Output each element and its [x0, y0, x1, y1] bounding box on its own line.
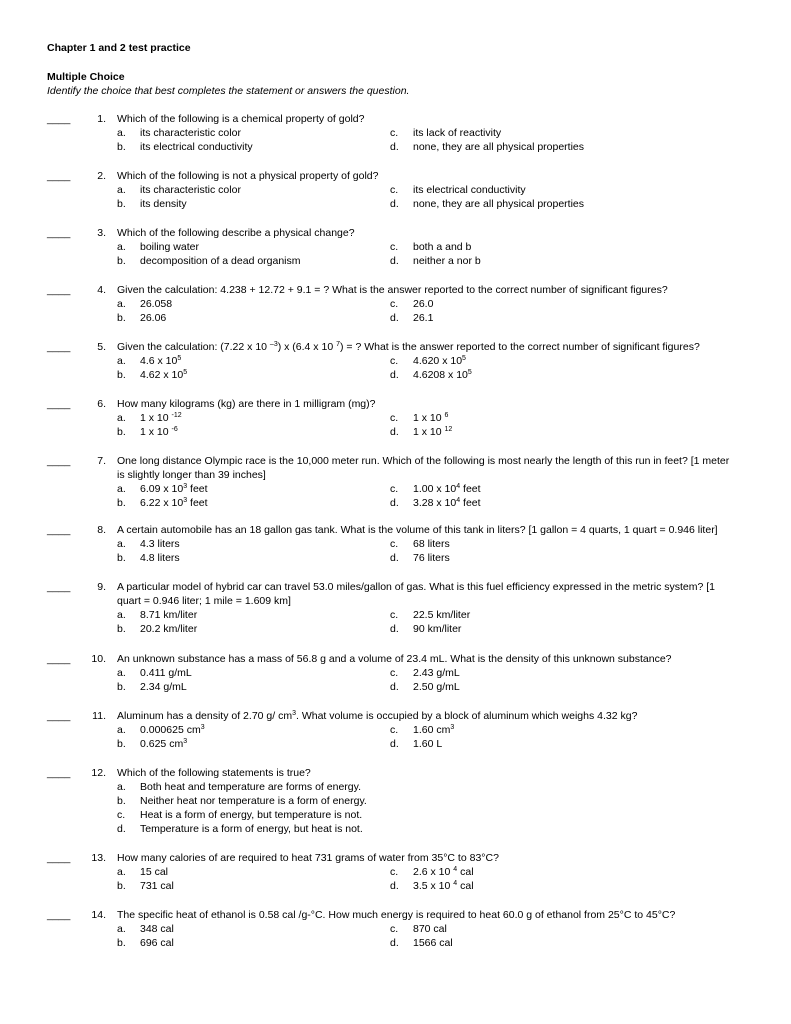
option-letter: d. [390, 880, 399, 892]
section-heading: Multiple Choice [47, 71, 125, 83]
option-text: 0.625 $cm^3$ [140, 738, 188, 750]
option-text: 8.71 km/liter [140, 609, 198, 621]
page-title: Chapter 1 and 2 test practice [47, 42, 191, 54]
option-text: 15 cal [140, 866, 169, 878]
option-letter: d. [117, 823, 126, 835]
option-text: neither a nor b [413, 255, 481, 267]
option-letter: d. [390, 369, 399, 381]
option-letter: b. [117, 681, 126, 693]
answer-blank[interactable]: ____ [47, 341, 71, 353]
option-text: boiling water [140, 241, 199, 253]
option-text: 1 x 10 $^{-6}$ [140, 426, 178, 438]
option-letter: d. [390, 681, 399, 693]
option-text: 6.09 x $10^3$ feet [140, 483, 208, 495]
answer-blank[interactable]: ____ [47, 653, 71, 665]
option-letter: d. [390, 312, 399, 324]
question-stem: Given the calculation: 4.238 + 12.72 + 9.1 = ? What is the answer reported to the correct number of significant figures? [117, 284, 668, 296]
option-letter: d. [390, 937, 399, 949]
answer-blank[interactable]: ____ [47, 852, 71, 864]
option-text: 68 liters [413, 538, 450, 550]
option-letter: c. [390, 241, 399, 253]
answer-blank[interactable]: ____ [47, 113, 71, 125]
question-stem: An unknown substance has a mass of 56.8 g and a volume of 23.4 mL. What is the density of this unknown substance? [117, 653, 672, 665]
option-letter: b. [117, 937, 126, 949]
question-number: 7. [97, 455, 106, 467]
option-letter: d. [390, 552, 399, 564]
question-number: 2. [97, 170, 106, 182]
option-letter: c. [117, 809, 126, 821]
option-text: 1 x 10 $^6$ [413, 412, 449, 424]
question-stem: Which of the following statements is true? [117, 767, 311, 779]
option-letter: a. [117, 298, 126, 310]
option-text: 90 km/liter [413, 623, 462, 635]
question-number: 3. [97, 227, 106, 239]
option-text: its electrical conductivity [140, 141, 253, 153]
option-letter: a. [117, 184, 126, 196]
option-text: its characteristic color [140, 184, 241, 196]
option-text: 1 x 10 $^{-12}$ [140, 412, 182, 424]
option-letter: b. [117, 141, 126, 153]
option-text: 1 x 10 $^{12}$ [413, 426, 453, 438]
option-text: 3.5 x 10 $^4$ cal [413, 880, 474, 892]
question-number: 1. [97, 113, 106, 125]
option-text: 76 liters [413, 552, 450, 564]
option-letter: c. [390, 923, 399, 935]
option-text: 1.00 x $10^4$ feet [413, 483, 481, 495]
question-stem: A certain automobile has an 18 gallon gas tank. What is the volume of this tank in liters? [1 gallon = 4 quarts, 1 quart = 0.946 liter] [117, 524, 718, 536]
option-letter: c. [390, 609, 399, 621]
option-text: its characteristic color [140, 127, 241, 139]
answer-blank[interactable]: ____ [47, 398, 71, 410]
instructions: Identify the choice that best completes the statement or answers the question. [47, 85, 410, 97]
question-number: 4. [97, 284, 106, 296]
option-text: 696 cal [140, 937, 174, 949]
option-text: 2.50 g/mL [413, 681, 460, 693]
option-letter: b. [117, 312, 126, 324]
option-text: its density [140, 198, 187, 210]
option-text: 731 cal [140, 880, 174, 892]
question-stem: Aluminum has a density of 2.70 g/ $cm^3$. What volume is occupied by a block of aluminum which weighs 4.32 kg? [117, 710, 638, 722]
question-number: 8. [97, 524, 106, 536]
option-letter: b. [117, 198, 126, 210]
option-text: decomposition of a dead organism [140, 255, 301, 267]
question-number: 10. [91, 653, 106, 665]
option-letter: a. [117, 412, 126, 424]
answer-blank[interactable]: ____ [47, 524, 71, 536]
answer-blank[interactable]: ____ [47, 581, 71, 593]
option-letter: d. [390, 255, 399, 267]
option-text: none, they are all physical properties [413, 141, 585, 153]
option-letter: b. [117, 795, 126, 807]
option-letter: b. [117, 369, 126, 381]
option-letter: a. [117, 127, 126, 139]
option-text: 2.43 g/mL [413, 667, 460, 679]
option-text: 4.620 x $10^5$ [413, 355, 466, 367]
option-text: 4.8 liters [140, 552, 180, 564]
option-letter: c. [390, 538, 399, 550]
question-stem: How many calories of are required to heat 731 grams of water from 35°C to 83°C? [117, 852, 499, 864]
answer-blank[interactable]: ____ [47, 455, 71, 467]
option-text: Neither heat nor temperature is a form of energy. [140, 795, 367, 807]
option-text: Both heat and temperature are forms of energy. [140, 781, 362, 793]
option-text: 26.058 [140, 298, 173, 310]
option-text: 22.5 km/liter [413, 609, 471, 621]
answer-blank[interactable]: ____ [47, 909, 71, 921]
option-text: 6.22 x $10^3$ feet [140, 497, 208, 509]
question-stem: The specific heat of ethanol is 0.58 cal /g-°C. How much energy is required to heat 60.0 g of ethanol from 25°C to 45°C? [117, 909, 676, 921]
option-letter: d. [390, 141, 399, 153]
option-letter: a. [117, 609, 126, 621]
option-text: 26.1 [413, 312, 434, 324]
question-number: 9. [97, 581, 106, 593]
option-text: 4.3 liters [140, 538, 180, 550]
question-stem: Which of the following describe a physical change? [117, 227, 355, 239]
option-text: Temperature is a form of energy, but heat is not. [140, 823, 363, 835]
question-stem: How many kilograms (kg) are there in 1 milligram (mg)? [117, 398, 376, 410]
option-text: 1.60 $cm^3$ [413, 724, 455, 736]
option-text: 3.28 x $10^4$ feet [413, 497, 481, 509]
option-text: its lack of reactivity [413, 127, 502, 139]
option-letter: c. [390, 355, 399, 367]
option-letter: c. [390, 483, 399, 495]
option-letter: b. [117, 738, 126, 750]
option-letter: a. [117, 724, 126, 736]
option-text: 4.6208 x $10^5$ [413, 369, 472, 381]
question-stem: Which of the following is not a physical property of gold? [117, 170, 379, 182]
option-text: both a and b [413, 241, 472, 253]
option-text: 4.6 x $10^5$ [140, 355, 182, 367]
option-text: 26.0 [413, 298, 434, 310]
option-letter: a. [117, 923, 126, 935]
question-number: 12. [91, 767, 106, 779]
option-letter: a. [117, 538, 126, 550]
question-stem: Given the calculation: (7.22 x 10 $^{-3}$) x (6.4 x 10 $^7$) = ? What is the answer reported to the correct number of significant figures? [117, 341, 700, 353]
answer-blank[interactable]: ____ [47, 227, 71, 239]
option-text: 1.60 L [413, 738, 443, 750]
option-text: 1566 cal [413, 937, 453, 949]
option-letter: a. [117, 355, 126, 367]
option-text: 26.06 [140, 312, 167, 324]
option-letter: c. [390, 667, 399, 679]
option-letter: c. [390, 724, 399, 736]
answer-blank[interactable]: ____ [47, 710, 71, 722]
option-letter: b. [117, 497, 126, 509]
question-stem: A particular model of hybrid car can travel 53.0 miles/gallon of gas. What is this fuel efficiency expressed in the metric system? [1 quart = 0.946 liter; 1 mile = 1.609 km] [117, 581, 715, 607]
option-text: Heat is a form of energy, but temperature is not. [140, 809, 363, 821]
option-text: 0.411 g/mL [140, 667, 192, 679]
question-number: 11. [92, 710, 106, 722]
option-letter: d. [390, 497, 399, 509]
option-letter: d. [390, 623, 399, 635]
option-letter: b. [117, 255, 126, 267]
question-number: 14. [91, 909, 106, 921]
option-text: 2.6 x 10 $^4$ cal [413, 866, 474, 878]
option-letter: c. [390, 298, 399, 310]
option-letter: c. [390, 184, 399, 196]
option-letter: c. [390, 127, 399, 139]
option-letter: b. [117, 552, 126, 564]
option-text: 870 cal [413, 923, 447, 935]
option-letter: d. [390, 426, 399, 438]
answer-blank[interactable]: ____ [47, 170, 71, 182]
question-stem: One long distance Olympic race is the 10,000 meter run. Which of the following is most nearly the length of this run in feet? [1 meter is slightly longer than 39 inches] [117, 455, 730, 481]
option-letter: d. [390, 198, 399, 210]
option-letter: d. [390, 738, 399, 750]
option-letter: a. [117, 781, 126, 793]
option-letter: a. [117, 866, 126, 878]
answer-blank[interactable]: ____ [47, 767, 71, 779]
option-letter: c. [390, 412, 399, 424]
question-number: 13. [91, 852, 106, 864]
option-letter: a. [117, 241, 126, 253]
option-text: 0.000625 $cm^3$ [140, 724, 205, 736]
option-text: 348 cal [140, 923, 174, 935]
option-text: 2.34 g/mL [140, 681, 187, 693]
question-number: 5. [97, 341, 106, 353]
option-letter: b. [117, 623, 126, 635]
option-letter: a. [117, 667, 126, 679]
option-text: none, they are all physical properties [413, 198, 585, 210]
option-letter: c. [390, 866, 399, 878]
option-text: 20.2 km/liter [140, 623, 198, 635]
option-text: 4.62 x $10^5$ [140, 369, 188, 381]
question-number: 6. [97, 398, 106, 410]
option-letter: a. [117, 483, 126, 495]
option-letter: b. [117, 426, 126, 438]
question-stem: Which of the following is a chemical property of gold? [117, 113, 365, 125]
answer-blank[interactable]: ____ [47, 284, 71, 296]
option-letter: b. [117, 880, 126, 892]
option-text: its electrical conductivity [413, 184, 526, 196]
